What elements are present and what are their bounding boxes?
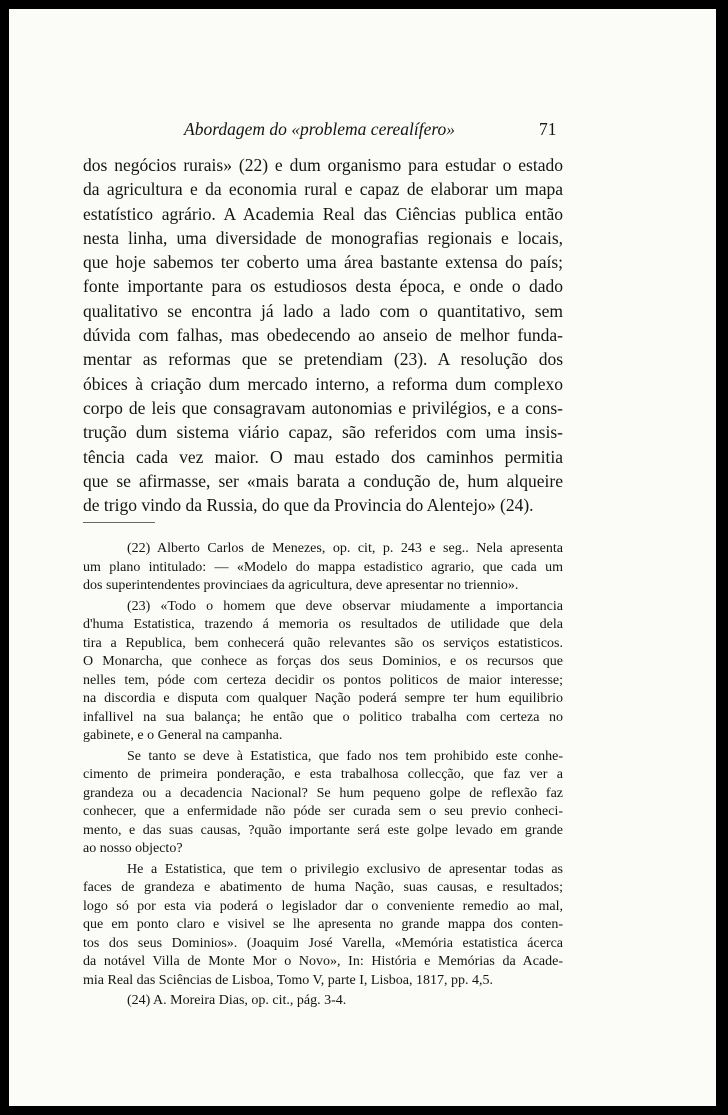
body-line: de trigo vindo da Russia, do que da Provincia do Alentejo» (24). xyxy=(83,495,534,516)
body-line: dos negócios rurais» (22) e dum organismo para estudar o estado xyxy=(83,155,563,175)
footnote-line: (22) Alberto Carlos de Menezes, op. cit, p. 243 e seg.. Nela apresenta xyxy=(127,541,563,556)
footnote-line: gabinete, e o General na campanha. xyxy=(83,728,283,743)
body-line: trução dum sistema viário capaz, são referidos com uma insis- xyxy=(83,422,563,443)
running-title: Abordagem do «problema cerealífero» xyxy=(184,119,456,139)
footnote-line: O Monarcha, que conhece as forças dos seus Dominios, e os recursos que xyxy=(83,654,563,669)
body-line: que se afirmasse, ser «mais barata a condução de, hum alqueire xyxy=(83,470,563,491)
footnote-line: da notável Villa de Monte Mor o Novo», In: História e Memórias da Acade- xyxy=(83,954,563,969)
body-line: estatístico agrário. A Academia Real das Ciências publica então xyxy=(83,203,563,224)
footnote-line: tira a Republica, bem conhecerá quão relevantes são os serviços estatisticos. xyxy=(83,635,563,651)
footnote-separator xyxy=(83,522,155,523)
footnote-line: grandeza ou a decadencia Nacional? Se hum pequeno golpe de reflexão faz xyxy=(83,785,563,801)
footnote-23-paragraph-3 xyxy=(83,861,563,991)
footnote-line: (23) «Todo o homem que deve observar miudamente a importancia xyxy=(127,598,563,614)
footnote-23 xyxy=(83,598,563,746)
page-header xyxy=(9,119,716,143)
footnote-line: nelles tem, póde com certeza decidir os pontos politicos de maior interesse; xyxy=(83,672,563,688)
footnote-line: Se tanto se deve à Estatistica, que fado nos tem prohibido este conhe- xyxy=(127,748,563,764)
footnote-line: logo só por esta via poderá o legislador dar o conveniente remedio ao mal, xyxy=(83,898,563,914)
footnote-line: He a Estatistica, que tem o privilegio exclusivo de apresentar todas as xyxy=(127,861,563,877)
footnote-line: um plano intitulado: — «Modelo do mappa estadistico agrario, que cada um xyxy=(83,559,563,575)
footnote-line: dos superintendentes provinciaes da agricultura, deve apresentar no triennio». xyxy=(83,578,519,593)
footnote-line: faces de grandeza e abatimento de huma Nação, suas causas, e resultados; xyxy=(83,880,563,895)
footnotes xyxy=(83,540,563,1011)
body-line: dúvida com falhas, mas obedecendo ao anseio de melhor funda- xyxy=(83,325,563,346)
body-line: mentar as reformas que se pretendiam (23). A resolução dos xyxy=(83,349,563,370)
footnote-line: cimento de primeira ponderação, e esta trabalhosa collecção, que faz ver a xyxy=(83,767,563,782)
body-line: fonte importante para os estudiosos desta época, e onde o dado xyxy=(83,276,563,297)
footnote-line: mia Real das Sciências de Lisboa, Tomo V, parte I, Lisboa, 1817, pp. 4,5. xyxy=(83,972,494,988)
book-page xyxy=(9,9,716,1106)
footnote-line: conhecer, que a enfermidade não póde ser curada sem o seu previo conheci- xyxy=(83,804,563,819)
footnote-line: d'huma Estatistica, trazendo á memoria os resultados de utilidade que dela xyxy=(83,617,563,632)
body-line: corpo de leis que consagravam autonomias e privilégios, e a cons- xyxy=(83,397,563,418)
footnote-line: mento, e das suas causas, ?quão importante será este golpe levado em grande xyxy=(83,822,563,838)
body-line: qualitativo se encontra já lado a lado com o quantitativo, sem xyxy=(83,300,563,321)
footnote-24 xyxy=(83,992,563,1011)
body-line: da agricultura e da economia rural e capaz de elaborar um mapa xyxy=(83,179,563,200)
footnote-line: infallivel na sua balança; he então que o politico trabalha com certeza no xyxy=(83,709,563,725)
body-line: nesta linha, uma diversidade de monografias regionais e locais, xyxy=(83,227,563,248)
footnote-23-paragraph-2 xyxy=(83,748,563,859)
footnote-line: que em ponto claro e visivel se lhe apresenta no grande mappa dos conten- xyxy=(83,917,563,932)
footnote-line: na discordia e disputa com qualquer Nação poderá sempre ter hum equilibrio xyxy=(83,691,563,706)
footnote-line: ao nosso objecto? xyxy=(83,841,183,856)
footnote-22 xyxy=(83,540,563,596)
main-paragraph xyxy=(83,153,563,517)
page-number: 71 xyxy=(539,119,557,139)
body-line: óbices à criação dum mercado interno, a reforma dum complexo xyxy=(83,373,563,394)
footnote-line: (24) A. Moreira Dias, op. cit., pág. 3-4. xyxy=(127,993,347,1008)
body-line: que hoje sabemos ter coberto uma área bastante extensa do país; xyxy=(83,252,563,273)
body-line: tência cada vez maior. O mau estado dos caminhos permitia xyxy=(83,446,563,467)
footnote-line: tos dos seus Dominios». (Joaquim José Varella, «Memória estatistica ácerca xyxy=(83,935,563,951)
